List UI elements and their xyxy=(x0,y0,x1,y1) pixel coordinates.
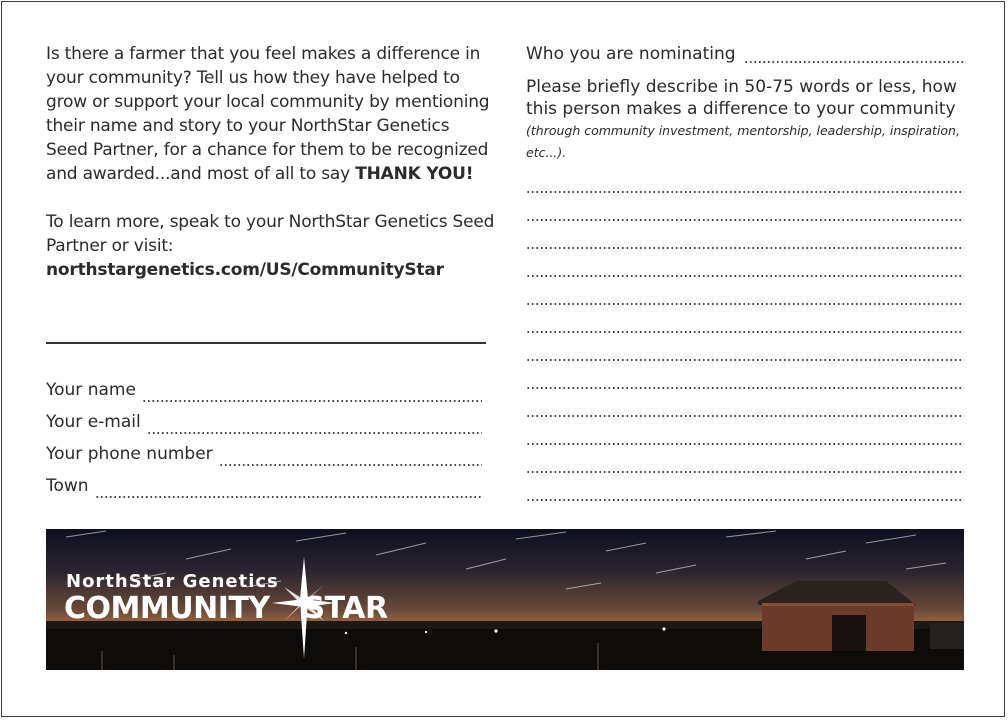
contact-fields xyxy=(46,380,482,508)
nominee-line[interactable] xyxy=(744,61,966,63)
describe-instructions xyxy=(526,76,966,164)
thank-you-text: THANK YOU! xyxy=(355,164,474,184)
answer-line[interactable] xyxy=(526,454,964,482)
answer-lines[interactable] xyxy=(526,174,964,510)
town-field[interactable] xyxy=(46,476,482,508)
answer-line[interactable] xyxy=(526,482,964,510)
community-star-link[interactable]: northstargenetics.com/US/CommunityStar xyxy=(46,260,444,280)
answer-line[interactable] xyxy=(526,342,964,370)
answer-line[interactable] xyxy=(526,286,964,314)
your-email-label: Your e-mail xyxy=(46,412,141,432)
answer-line[interactable] xyxy=(526,230,964,258)
your-name-label: Your name xyxy=(46,380,136,400)
town-line[interactable] xyxy=(95,496,482,498)
intro-text-block xyxy=(46,42,496,282)
answer-line[interactable] xyxy=(526,258,964,286)
your-phone-label: Your phone number xyxy=(46,444,213,464)
answer-line[interactable] xyxy=(526,398,964,426)
section-divider xyxy=(46,342,486,344)
answer-line[interactable] xyxy=(526,202,964,230)
brand-northstar-genetics: NorthStar Genetics xyxy=(66,571,279,592)
nominee-field[interactable] xyxy=(526,44,966,72)
nominee-label: Who you are nominating xyxy=(526,44,736,64)
your-email-field[interactable] xyxy=(46,412,482,444)
nomination-card xyxy=(1,1,1005,717)
community-star-banner xyxy=(46,529,964,670)
your-name-line[interactable] xyxy=(142,400,482,402)
barn-illustration xyxy=(758,581,964,651)
answer-line[interactable] xyxy=(526,426,964,454)
your-email-line[interactable] xyxy=(147,432,482,434)
nomination-section xyxy=(526,44,966,164)
brand-word-community: COMMUNITY xyxy=(64,591,270,626)
your-phone-field[interactable] xyxy=(46,444,482,476)
answer-line[interactable] xyxy=(526,174,964,202)
brand-community-star xyxy=(64,591,388,626)
your-name-field[interactable] xyxy=(46,380,482,412)
answer-line[interactable] xyxy=(526,314,964,342)
your-phone-line[interactable] xyxy=(219,464,482,466)
answer-line[interactable] xyxy=(526,370,964,398)
learn-more-text: To learn more, speak to your NorthStar Genetics Seed Partner or visit: xyxy=(46,212,495,256)
describe-note: (through community investment, mentorship, leadership, inspiration, etc...). xyxy=(526,123,960,160)
brand-word-star: STAR xyxy=(303,591,388,626)
describe-text: Please briefly describe in 50-75 words or less, how this person makes a difference to your community xyxy=(526,77,957,119)
intro-paragraph: Is there a farmer that you feel makes a difference in your community? Tell us how they have helped to grow or support your local community by mentioning their name and story to your NorthStar Genetics Seed Partner, for a chance for them to be recognized and awarded...and most of all to say xyxy=(46,44,490,184)
town-label: Town xyxy=(46,476,89,496)
